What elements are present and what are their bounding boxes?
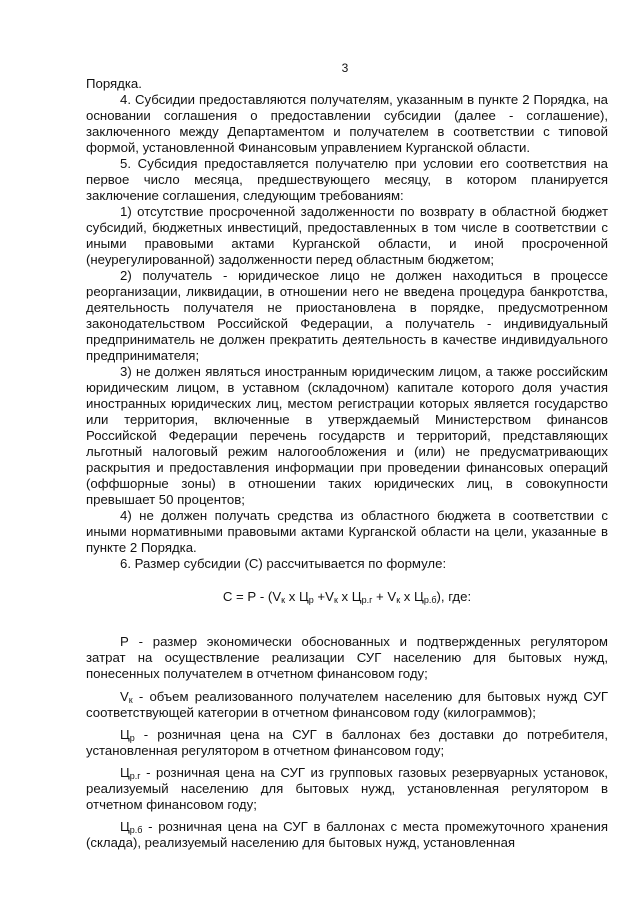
formula-subscript: р.г (361, 595, 373, 605)
definition-symbol: Ц (120, 819, 130, 834)
definition-symbol-subscript: р.г (129, 771, 141, 781)
paragraph-continuation: Порядка. (86, 76, 142, 91)
definition-symbol: Ц (120, 765, 130, 780)
definition-symbol-subscript: к (128, 695, 133, 705)
requirement-2: 2) получатель - юридическое лицо не должен находиться в процессе реорганизации, ликвидации, в отношении него не введена процедура банкротства, деятельность получателя не приостановлена в порядке, предусмотренном законодательством Российской Федерации, а получатель - индивидуальный предприниматель не должен прекратить деятельность в качестве индивидуального предпринимателя; (86, 268, 608, 363)
subsidy-formula (86, 589, 608, 605)
document-body (86, 76, 608, 572)
formula-part: С = Р - (V (222, 589, 282, 604)
formula-part: x Ц (400, 589, 424, 604)
definition-symbol: V (120, 689, 129, 704)
definition-text: - объем реализованного получателем населению для бытовых нужд СУГ соответствующей категории в отчетном финансовом году (килограммов); (86, 689, 608, 720)
definition-item (86, 765, 608, 813)
definition-item (86, 634, 608, 682)
definition-text: - розничная цена на СУГ из групповых газовых резервуарных установок, реализуемый населению для бытовых нужд, установленная регулятором в отчетном финансовом году; (86, 765, 608, 812)
formula-subscript: к (281, 595, 286, 605)
definition-symbol: Ц (120, 727, 130, 742)
definition-item (86, 689, 608, 721)
definition-item (86, 727, 608, 759)
definition-text: - розничная цена на СУГ в баллонах с места промежуточного хранения (склада), реализуемый населению для бытовых нужд, установленная (86, 819, 608, 850)
formula-part: ), где: (436, 589, 472, 604)
paragraph-item-4: 4. Субсидии предоставляются получателям, указанным в пункте 2 Порядка, на основании соглашения о предоставлении субсидии (далее - соглашение), заключенного между Департаментом и получателем в соответствии с типовой формой, установленной Финансовым управлением Курганской области. (86, 92, 608, 155)
definition-symbol: Р (120, 634, 129, 649)
formula-subscript: к (333, 595, 338, 605)
formula-definitions (86, 634, 608, 857)
formula-subscript: к (396, 595, 401, 605)
definition-item (86, 819, 608, 851)
formula-part: x Ц (285, 589, 309, 604)
definition-text: - розничная цена на СУГ в баллонах без доставки до потребителя, установленная регулятором в отчетном финансовом году; (86, 727, 608, 758)
definition-text: - размер экономически обоснованных и подтвержденных регулятором затрат на осуществление реализации СУГ населению для бытовых нужд, понесенных получателем в отчетном финансовом году; (86, 634, 608, 681)
definition-symbol-subscript: р (129, 733, 135, 743)
paragraph-item-6: 6. Размер субсидии (С) рассчитывается по формуле: (120, 556, 447, 571)
page-number: 3 (341, 61, 349, 75)
definition-symbol-subscript: р.б (129, 825, 143, 835)
formula-part: +V (313, 589, 334, 604)
requirement-1: 1) отсутствие просроченной задолженности по возврату в областной бюджет субсидий, бюджетных инвестиций, предоставленных в том числе в соответствии с иными правовыми актами Курганской области, и иной просроченной (неурегулированной) задолженности перед областным бюджетом; (86, 204, 608, 267)
paragraph-item-5: 5. Субсидия предоставляется получателю при условии его соответствия на первое число месяца, предшествующего месяцу, в котором планируется заключение соглашения, следующим требованиям: (86, 156, 608, 203)
formula-subscript: р (308, 595, 314, 605)
formula-part: + V (372, 589, 397, 604)
requirement-3: 3) не должен являться иностранным юридическим лицом, а также российским юридическим лицом, в уставном (складочном) капитале которого доля участия иностранных юридических лиц, местом регистрации которых является государство или территория, включенные в утверждаемый Министерством финансов Российской Федерации перечень государств и территорий, представляющих льготный налоговый режим налогообложения и (или) не предусматривающих раскрытия и предоставления информации при проведении финансовых операций (оффшорные зоны) в отношении таких юридических лиц, в совокупности превышает 50 процентов; (86, 364, 608, 507)
formula-subscript: р.б (423, 595, 437, 605)
requirement-4: 4) не должен получать средства из областного бюджета в соответствии с иными нормативными правовыми актами Курганской области на цели, указанные в пункте 2 Порядка. (86, 508, 608, 555)
formula-part: x Ц (337, 589, 362, 604)
